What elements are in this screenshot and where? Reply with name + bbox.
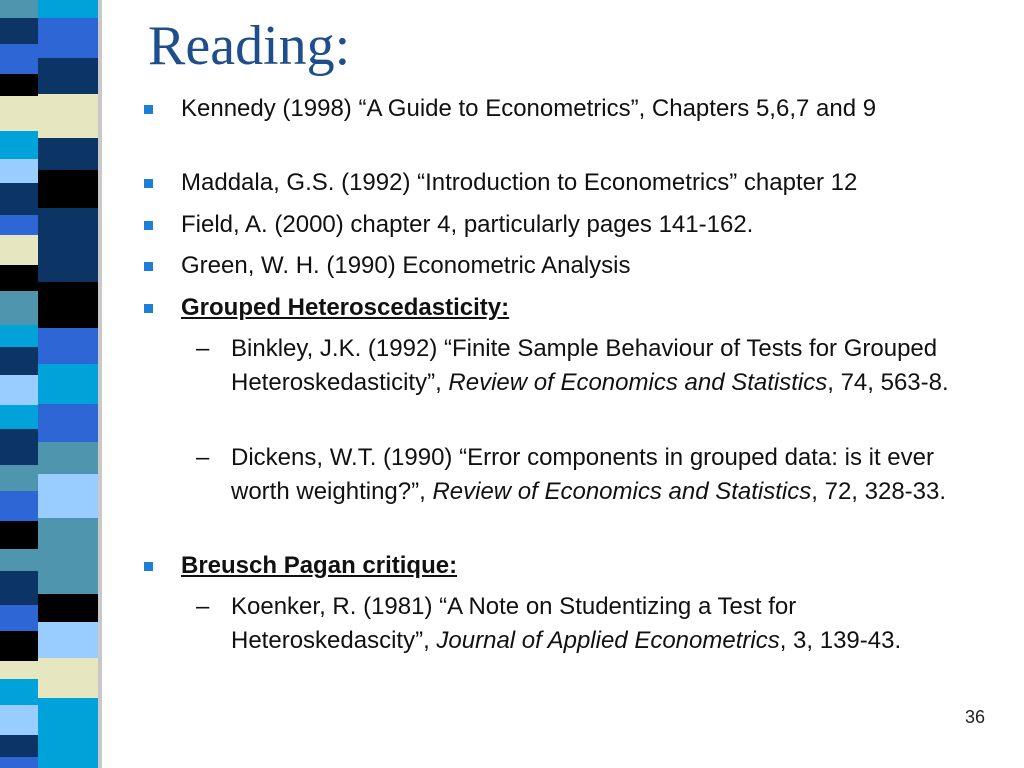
square-bullet-icon: [144, 221, 153, 230]
strip-block: [0, 265, 44, 291]
strip-block: [0, 215, 44, 235]
strip-block: [38, 94, 98, 138]
strip-block: [0, 605, 44, 631]
reading-item: [140, 208, 1001, 242]
strip-block: [38, 594, 98, 622]
reading-item-text: Kennedy (1998) “A Guide to Econometrics”, Chapters 5,6,7 and 9: [181, 95, 877, 122]
strip-block: [0, 661, 44, 679]
strip-block: [0, 491, 44, 521]
strip-block: [38, 328, 98, 364]
strip-block: [0, 291, 44, 325]
strip-block: [38, 622, 98, 658]
strip-block: [0, 631, 44, 661]
strip-block: [38, 404, 98, 442]
strip-block: [0, 44, 44, 74]
strip-block: [0, 679, 44, 705]
strip-block: [0, 705, 44, 735]
strip-block: [0, 325, 44, 347]
reading-item-text: Field, A. (2000) chapter 4, particularly pages 141-162.: [181, 211, 754, 238]
strip-block: [38, 658, 98, 698]
strip-block: [38, 364, 98, 404]
strip-block: [0, 521, 44, 549]
journal-name: Review of Economics and Statistics: [432, 478, 812, 505]
strip-block: [0, 159, 44, 183]
strip-block: [38, 0, 98, 18]
journal-name: Journal of Applied Econometrics: [436, 627, 780, 654]
section-heading-text: Breusch Pagan critique:: [181, 552, 458, 579]
reading-item-text: Green, W. H. (1990) Econometric Analysis: [181, 252, 631, 279]
reading-item: [140, 249, 1001, 283]
section-heading-text: Grouped Heteroscedasticity:: [181, 294, 510, 321]
strip-block: [38, 282, 98, 328]
strip-edge: [98, 0, 102, 768]
strip-block: [0, 131, 44, 159]
reference-item: [196, 590, 991, 658]
square-bullet-icon: [144, 105, 153, 114]
reading-item-text: Maddala, G.S. (1992) “Introduction to Econometrics” chapter 12: [181, 169, 858, 196]
strip-block: [38, 698, 98, 730]
reference-text: Dickens, W.T. (1990) “Error components in grouped data: is it ever worth weighting?”, Review of Economics and Statistics, 72, 328-33.: [231, 444, 947, 505]
square-bullet-icon: [144, 179, 153, 188]
decorative-side-strip: [0, 0, 116, 768]
section-heading-breusch: [140, 549, 1001, 583]
strip-block: [38, 730, 98, 768]
journal-name: Review of Economics and Statistics: [448, 369, 828, 396]
square-bullet-icon: [144, 562, 153, 571]
strip-block: [0, 465, 44, 491]
strip-block: [0, 757, 44, 768]
section-heading-grouped: [140, 291, 1001, 325]
strip-block: [0, 96, 44, 131]
reference-text: Koenker, R. (1981) “A Note on Studentizing a Test for Heteroskedascity”, Journal of Applied Econometrics, 3, 139-43.: [231, 593, 902, 654]
square-bullet-icon: [144, 262, 153, 271]
reference-text: Binkley, J.K. (1992) “Finite Sample Behaviour of Tests for Grouped Heteroskedasticity”, Review of Economics and Statistics, 74, 563-8.: [231, 335, 949, 396]
strip-block: [0, 549, 44, 571]
reference-item: [196, 441, 991, 509]
reference-item: [196, 332, 991, 400]
strip-block: [0, 74, 44, 96]
strip-graphic: [0, 0, 116, 768]
square-bullet-icon: [144, 304, 153, 313]
strip-block: [0, 235, 44, 265]
dash-bullet: –: [196, 444, 210, 471]
strip-block: [38, 208, 98, 248]
reading-item: [140, 92, 1001, 126]
strip-block: [0, 375, 44, 405]
strip-block: [0, 0, 44, 18]
strip-block: [0, 347, 44, 375]
strip-block: [38, 170, 98, 208]
strip-block: [38, 18, 98, 58]
strip-block: [38, 554, 98, 594]
reading-item: [140, 166, 1001, 200]
strip-block: [0, 18, 44, 44]
strip-block: [38, 138, 98, 170]
strip-block: [38, 518, 98, 554]
slide-title: Reading:: [148, 15, 351, 77]
strip-block: [0, 183, 44, 215]
strip-block: [38, 442, 98, 474]
strip-block: [0, 429, 44, 465]
strip-block: [0, 405, 44, 429]
dash-bullet: –: [196, 593, 210, 620]
page-number: 36: [965, 707, 986, 727]
strip-block: [38, 248, 98, 282]
strip-block: [0, 571, 44, 605]
dash-bullet: –: [196, 335, 210, 362]
strip-block: [38, 58, 98, 94]
strip-block: [38, 474, 98, 518]
strip-block: [0, 735, 44, 757]
